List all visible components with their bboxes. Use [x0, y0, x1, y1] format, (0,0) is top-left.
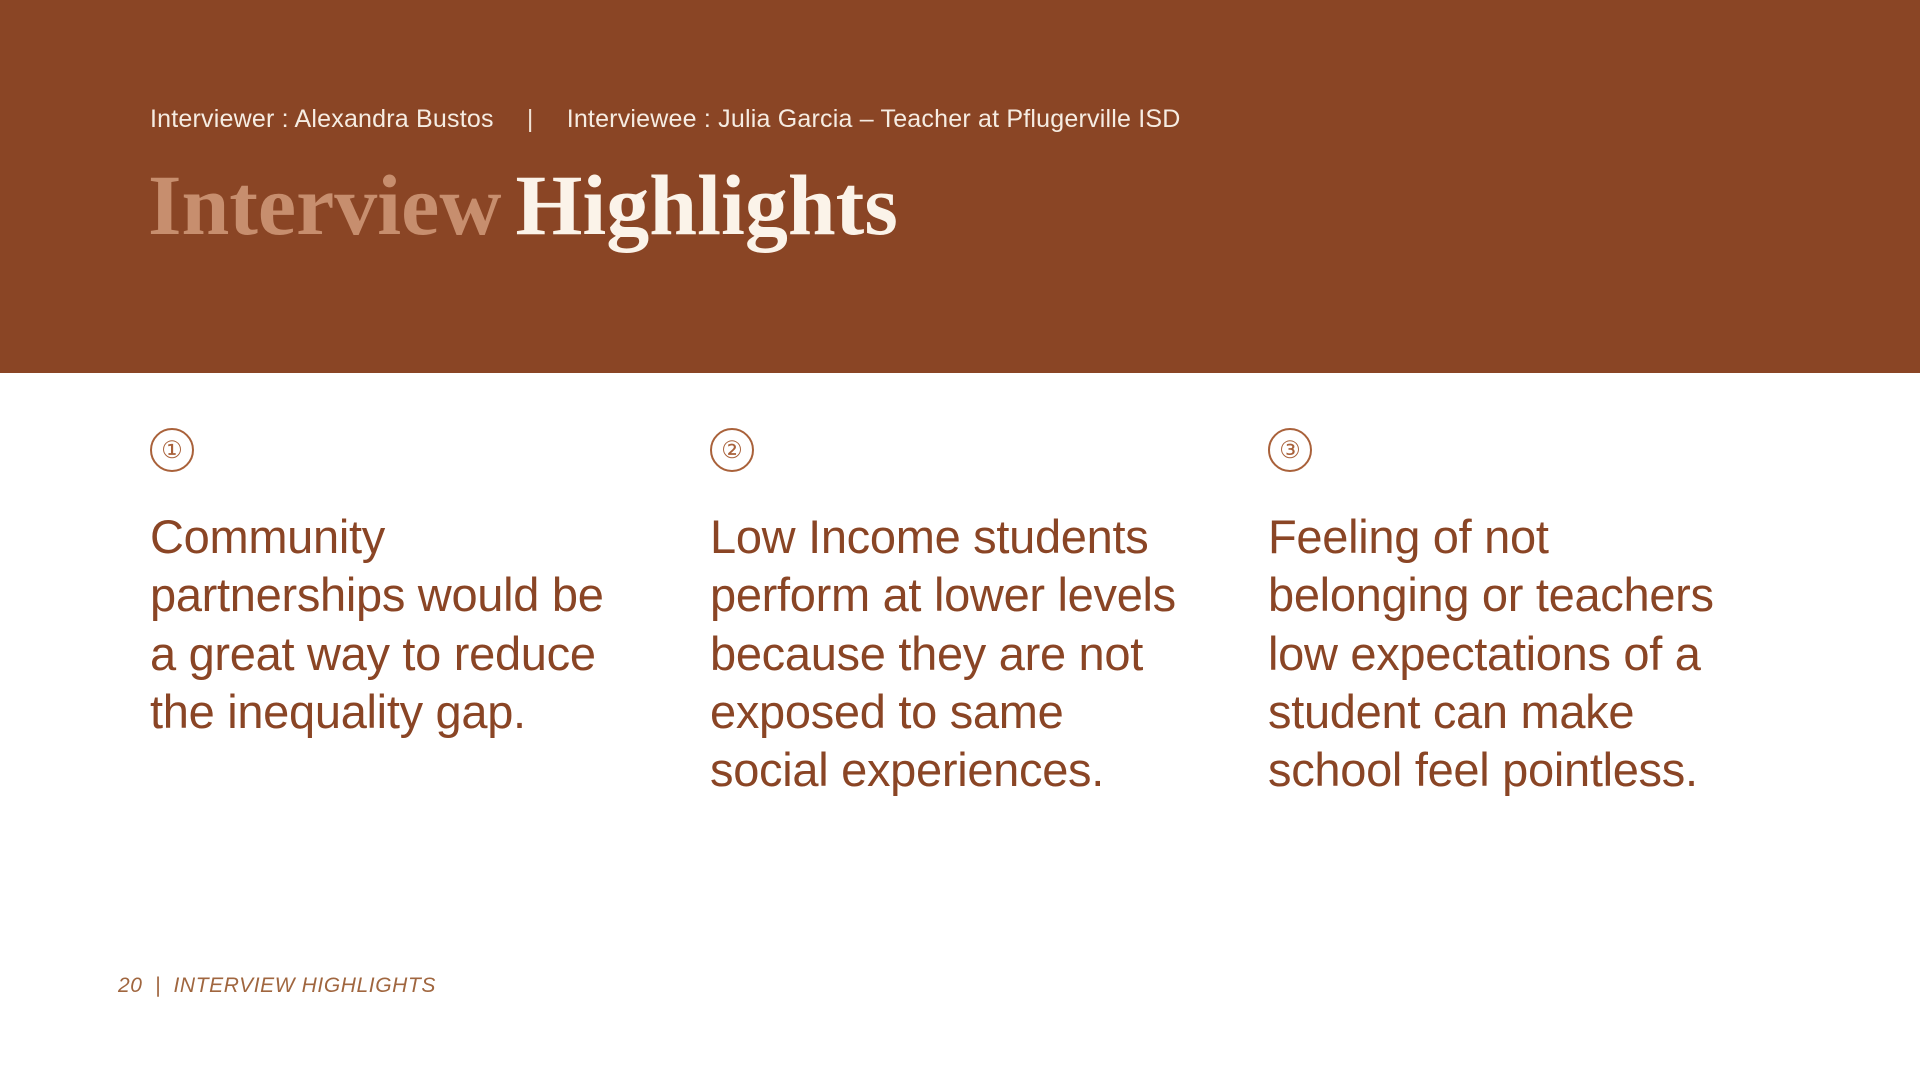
page-title-part-1: Interview	[148, 157, 502, 253]
footer-section-label: INTERVIEW HIGHLIGHTS	[173, 974, 436, 997]
meta-separator: |	[526, 105, 534, 133]
header-band	[0, 0, 1920, 373]
highlight-number-badge-2: ②	[710, 428, 754, 472]
highlight-column-1	[150, 428, 630, 741]
highlight-number-badge-3: ③	[1268, 428, 1312, 472]
page-title	[148, 158, 898, 253]
highlight-column-3	[1268, 428, 1748, 799]
highlight-text-1: Community partnerships would be a great way to reduce the inequality gap.	[150, 510, 604, 738]
highlight-number-badge-1: ①	[150, 428, 194, 472]
page-title-part-2: Highlights	[515, 157, 898, 253]
page-number: 20	[118, 974, 143, 997]
highlight-text-2: Low Income students perform at lower levels because they are not exposed to same social experiences.	[710, 510, 1176, 797]
slide-footer	[118, 974, 436, 998]
highlight-column-2	[710, 428, 1190, 799]
highlight-text-3: Feeling of not belonging or teachers low expectations of a student can make school feel pointless.	[1268, 510, 1714, 797]
interviewee-label: Interviewee : Julia Garcia – Teacher at Pflugerville ISD	[566, 105, 1181, 133]
interviewer-label: Interviewer : Alexandra Bustos	[150, 105, 494, 133]
footer-separator: |	[155, 974, 162, 997]
interview-meta	[150, 105, 1181, 134]
